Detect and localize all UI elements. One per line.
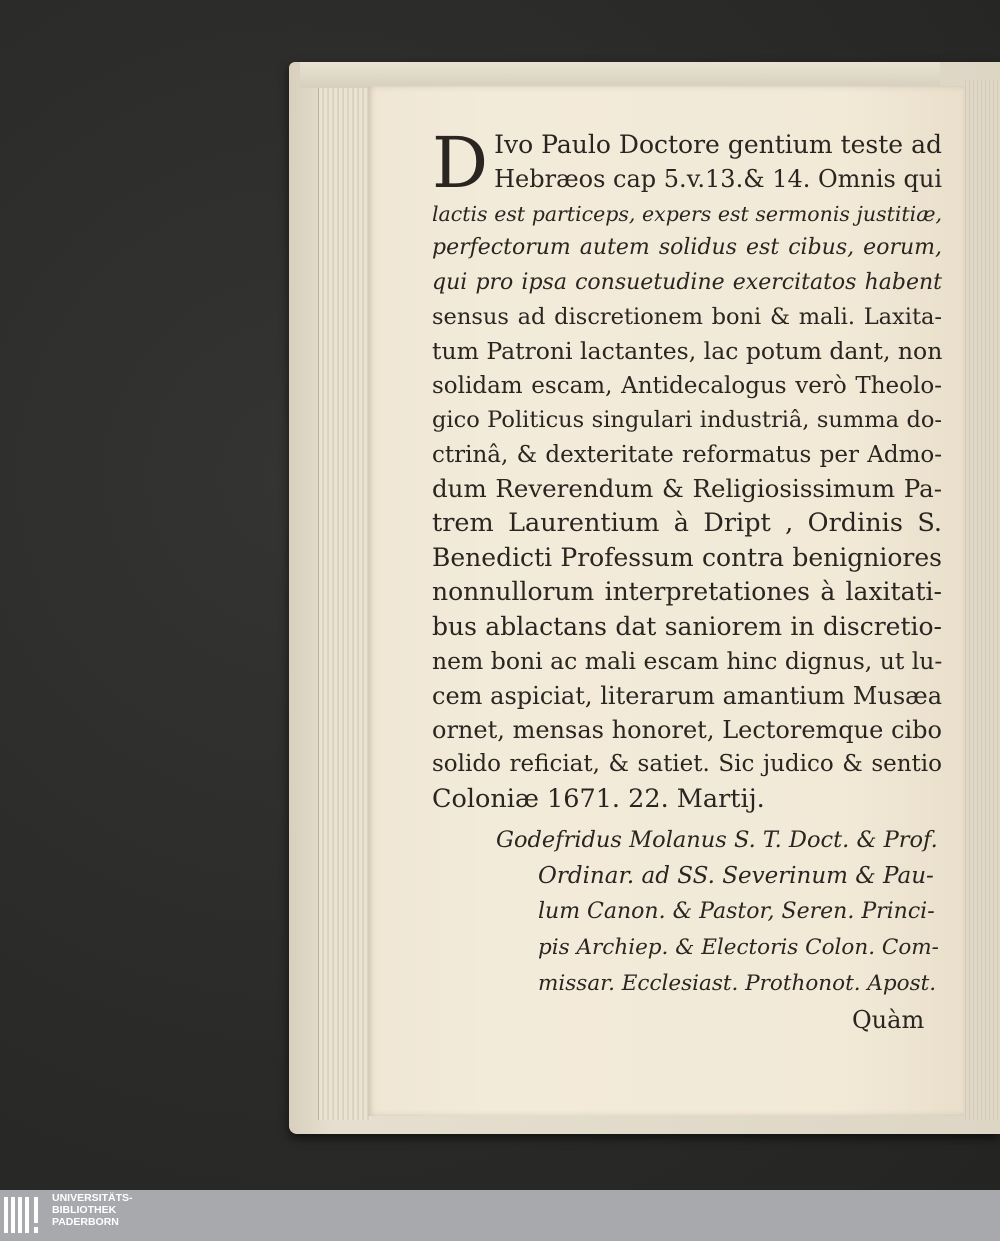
signature-line: lum Canon. & Pastor, Seren. Princi-: [538, 899, 935, 924]
text-line: sensus ad discretionem boni & mali. Laxita-: [432, 304, 942, 331]
text-line: nonnullorum interpretationes à laxitati-: [432, 577, 942, 607]
drop-cap: D: [432, 122, 489, 204]
facing-page-edges: [962, 80, 1000, 1120]
text-line: ctrinâ, & dexteritate reformatus per Admo-: [432, 441, 942, 468]
text-line: Hebræos cap 5.v.13.& 14. Omnis qui: [494, 165, 942, 194]
text-line: Ivo Paulo Doctore gentium teste ad: [494, 130, 942, 159]
library-name-line: BIBLIOTHEK: [52, 1204, 117, 1216]
text-line: dum Reverendum & Religiosissimum Pa-: [432, 474, 942, 504]
library-name: [52, 1192, 133, 1228]
page-edges: [318, 88, 371, 1120]
text-line: perfectorum autem solidus est cibus, eorum,: [432, 235, 942, 261]
text-line: Benedicti Professum contra benigniores: [432, 542, 942, 572]
text-line: ornet, mensas honoret, Lectoremque cibo: [432, 715, 942, 744]
library-name-line: PADERBORN: [52, 1216, 119, 1228]
text-line: tum Patroni lactantes, lac potum dant, non: [432, 337, 943, 366]
book-cover-top-edge: [300, 62, 940, 88]
text-line: Coloniæ 1671. 22. Martij.: [432, 783, 765, 814]
text-line: lactis est particeps, expers est sermonis justitiæ,: [432, 201, 942, 226]
text-line: cem aspiciat, literarum amantium Musæa: [432, 681, 942, 710]
approbation-text: [432, 122, 943, 816]
text-line: solido reficiat, & satiet. Sic judico & sentio: [432, 751, 942, 778]
text-line: bus ablactans dat saniorem in discretio-: [432, 611, 942, 641]
signature-line: Ordinar. ad SS. Severinum & Pau-: [538, 863, 934, 889]
library-name-line: UNIVERSITÄTS-: [52, 1192, 133, 1204]
footer-bar: [0, 1190, 1000, 1241]
signature-line: missar. Ecclesiast. Prothonot. Apost.: [538, 971, 937, 996]
catchword: Quàm: [852, 1006, 925, 1034]
library-logo-icon: [4, 1195, 44, 1235]
signature-line: Godefridus Molanus S. T. Doct. & Prof.: [496, 827, 938, 853]
text-line: solidam escam, Antidecalogus verò Theolo-: [432, 372, 942, 399]
text-line: gico Politicus singulari industriâ, summa do-: [432, 407, 942, 434]
signature-line: pis Archiep. & Electoris Colon. Com-: [538, 935, 939, 960]
text-line: qui pro ipsa consuetudine exercitatos habent: [432, 269, 942, 295]
text-line: trem Laurentium à Dript , Ordinis S.: [432, 508, 942, 539]
signature-block: [430, 822, 940, 1002]
text-line: nem boni ac mali escam hinc dignus, ut lu-: [432, 647, 943, 676]
